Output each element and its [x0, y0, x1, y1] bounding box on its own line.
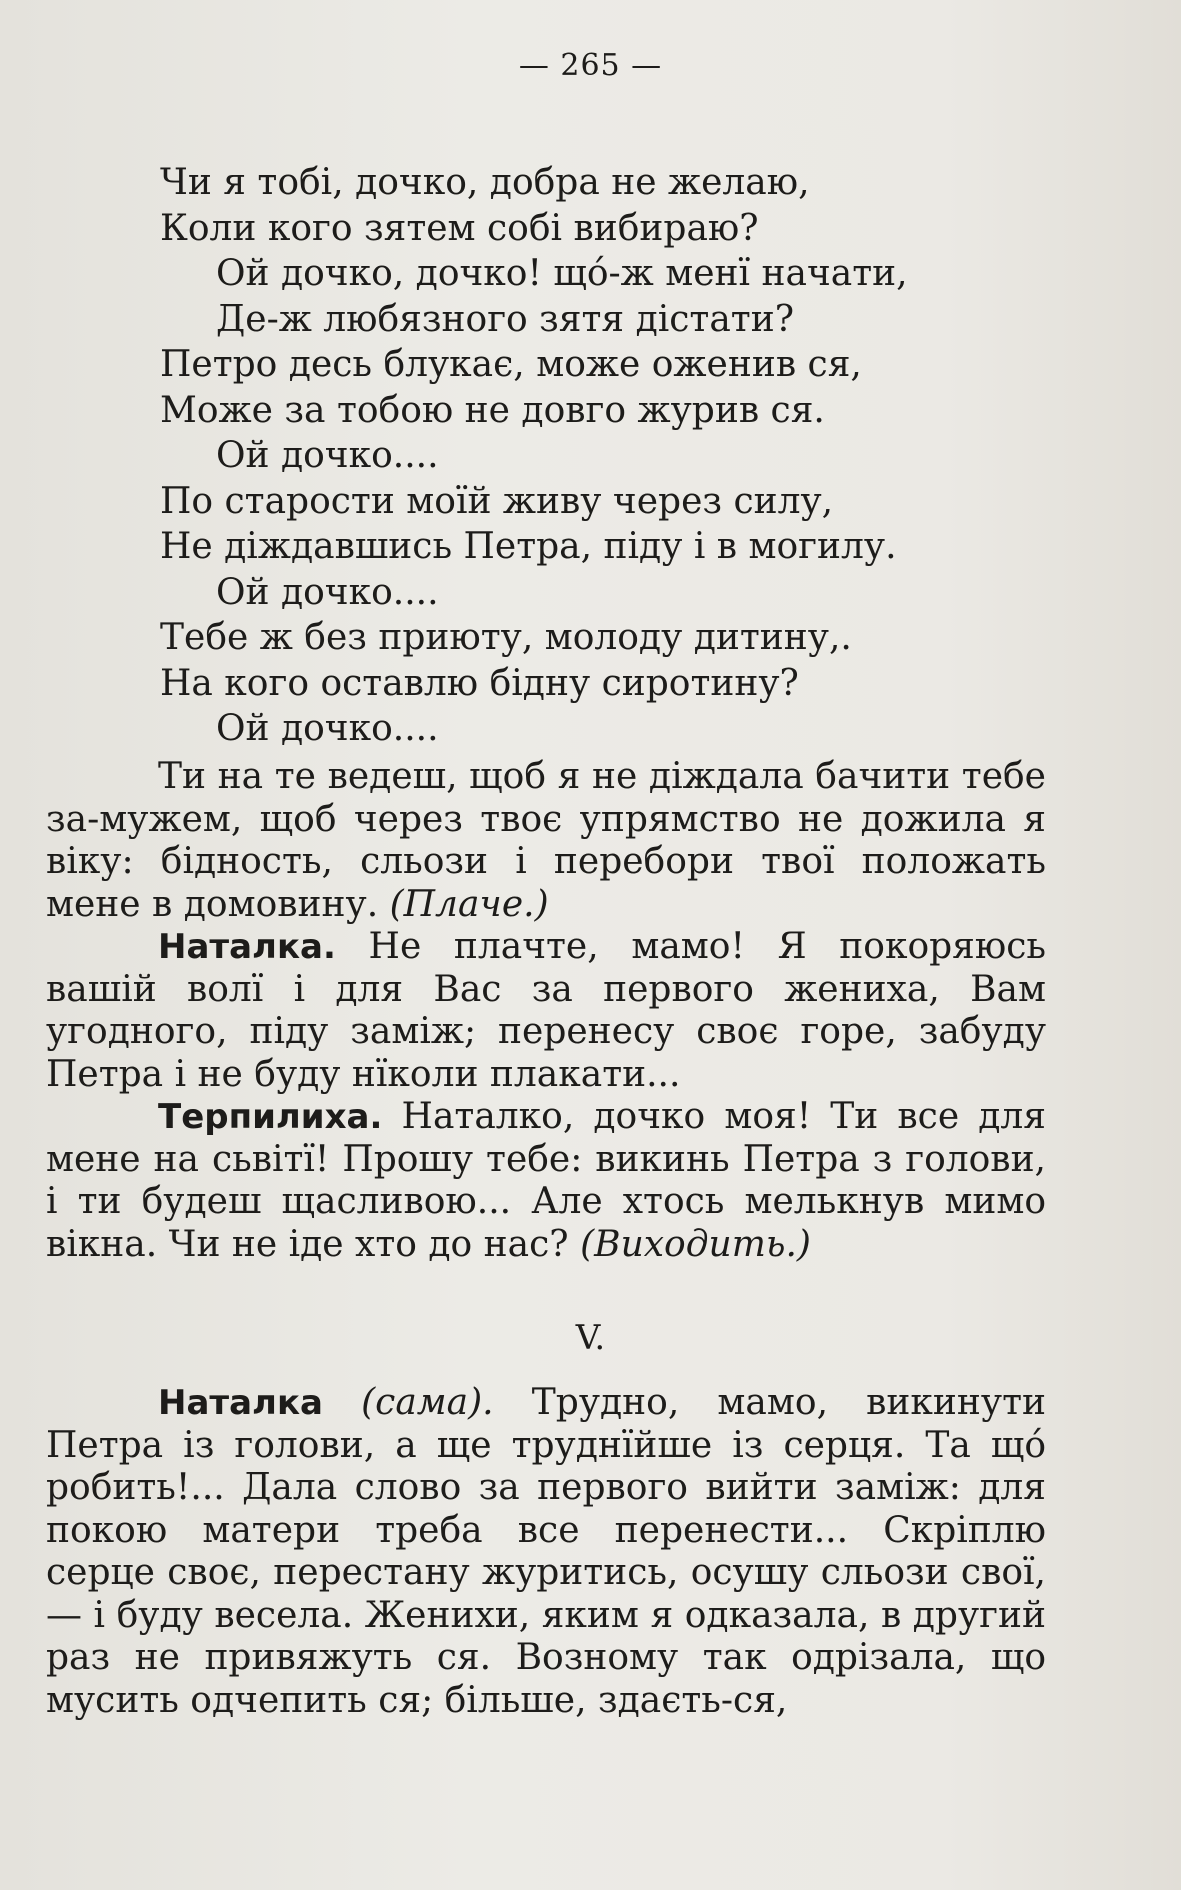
verse-line: Не діждавшись Петра, піду і в могилу.: [160, 526, 897, 567]
verse-line: Чи я тобі, дочко, добра не желаю,: [160, 162, 810, 203]
verse-line: Ой дочко....: [216, 435, 439, 476]
verse-line: Петро десь блукає, може оженив ся,: [160, 344, 862, 385]
paragraph-text: Не плачте, мамо! Я покоряюсь вашій волї і для Вас за первого жениха, Вам угодного, піду заміж; перенесу своє горе, забуду Петра і не буду нїколи плакати...: [46, 926, 1046, 1095]
verse-line: Ой дочко....: [216, 708, 439, 749]
paragraph-text: Ти на те ведеш, щоб я не діждала бачити тебе за-мужем, щоб через твоє упрямство не дожила я віку: бідность, сльози і перебори твої положать мене в домовину.: [46, 756, 1046, 925]
paragraph-mother-speech: [46, 756, 1046, 926]
verse-line: Де-ж любязного зятя дістати?: [216, 298, 795, 340]
prose-block-lower: [46, 1382, 1046, 1722]
speaker-name: Терпилиха.: [158, 1097, 383, 1137]
paragraph-terpylykha: [46, 1096, 1046, 1266]
stage-direction: (Плаче.): [389, 883, 549, 925]
verse-line: Може за тобою не довго журив ся.: [160, 389, 825, 431]
speaker-name: Наталка.: [158, 927, 336, 967]
prose-block-upper: [46, 756, 1046, 1266]
paragraph-natalka-monologue: [46, 1382, 1046, 1722]
paragraph-natalka-reply: [46, 926, 1046, 1096]
verse-line: По старости моїй живу через силу,: [160, 480, 834, 522]
verse-line: На кого оставлю бідну сиротину?: [160, 662, 799, 704]
stage-direction: (Виходить.): [580, 1223, 811, 1265]
verse-line: Коли кого зятем собі вибираю?: [160, 207, 759, 249]
scene-heading: V.: [575, 1318, 606, 1358]
verse-line: Ой дочко....: [216, 571, 439, 613]
verse-line: Ой дочко, дочко! щó-ж менї начати,: [216, 253, 908, 294]
paragraph-text: Трудно, мамо, викинути Петра із голови, а ще труднїйше із серця. Та щó робить!... Дала слово за первого вийти заміж: для покою матери треба все перенести... Скріплю серце своє, перестану журитись, осушу сльози свої, — і буду весела. Женихи, яким я одказала, в другий раз не привяжуть ся. Возному так одрізала, що мусить одчепить ся; більше, здаєть-ся,: [46, 1382, 1046, 1721]
verse-block: [160, 160, 1060, 752]
verse-line: Тебе ж без приюту, молоду дитину,.: [160, 617, 852, 658]
page-number: — 265 —: [518, 48, 663, 83]
stage-direction: (сама).: [361, 1382, 494, 1423]
speaker-name: Наталка: [158, 1383, 323, 1423]
paragraph-text: Наталко, дочко моя! Ти все для мене на сьвітї! Прошу тебе: викинь Петра з голови, і ти будеш щасливою... Але хтось мелькнув мимо вікна. Чи не іде хто до нас?: [46, 1096, 1046, 1265]
